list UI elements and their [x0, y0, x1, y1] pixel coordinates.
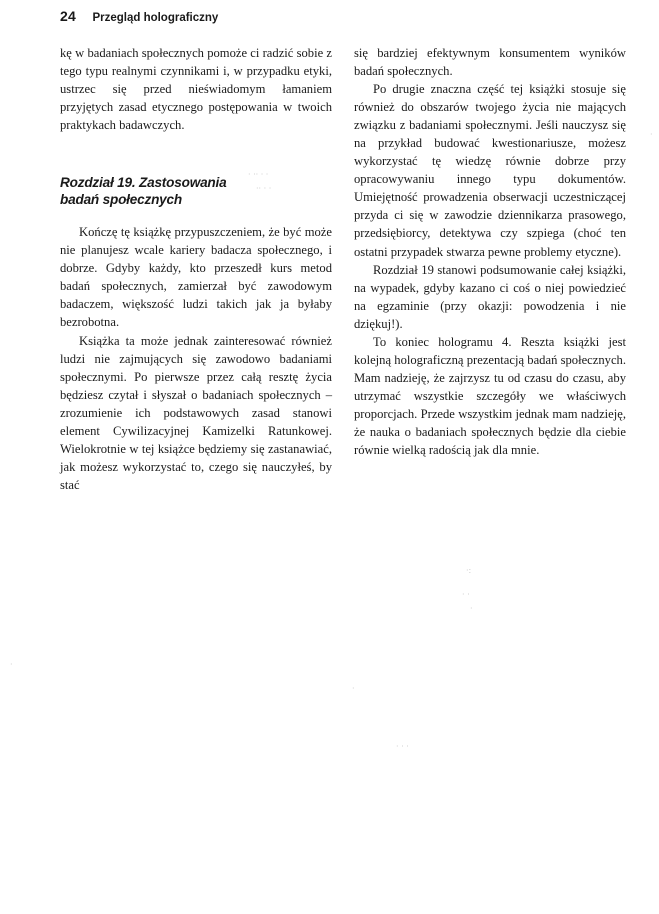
paragraph: To koniec hologramu 4. Reszta książki jest kolejną holograficzną prezentacją badań społecznych. Mam nadzieję, że zajrzysz tu od czasu do czasu, aby utrzymać wszystkie szczegóły we właściwych proporcjach. Przede wszystkim jednak mam nadzieję, że nauka o badaniach społecznych będzie dla ciebie równie wielką radością jak dla mnie. — [354, 334, 626, 458]
scan-noise: · — [10, 660, 13, 669]
left-column — [60, 44, 332, 494]
right-column — [354, 44, 626, 459]
scan-noise: · — [352, 684, 355, 693]
scan-noise: · · · — [396, 742, 409, 751]
paragraph: Kończę tę książkę przypuszczeniem, że być może nie planujesz wcale kariery badacza społecznego, i dobrze. Gdyby każdy, kto przeszedł kurs metod badań społecznych, zamierzał być zawodowym badaczem, większość ludzi takich jak ja byłaby bezrobotna. — [60, 225, 332, 330]
paragraph: Rozdział 19 stanowi podsumowanie całej książki, na wypadek, gdyby kazano ci coś o niej powiedzieć na egzaminie (przy okazji: powodzenia i nie dziękuj!). — [354, 262, 626, 331]
chapter-heading — [60, 174, 332, 208]
chapter-heading-line: badań społecznych — [60, 192, 182, 208]
running-title: Przegląd holograficzny — [92, 12, 219, 24]
scan-noise: ·· · · — [256, 184, 272, 193]
paragraph-continued: kę w badaniach społecznych pomoże ci radzić sobie z tego typu realnymi czynnikami i, w przypadku etyki, ustrzec się przed nieświadomym łamaniem przyjętych zasad etycznego postępowania w twoich praktykach badawczych. — [60, 46, 332, 133]
paragraph: Książka ta może jednak zainteresować również ludzi nie zajmujących się zawodowo badaniami społecznymi. Po pierwsze przez całą resztę życia będziesz czytał i słyszał o badaniach społecznych – zrozumienie ich podstawowych zasad stanowi element Cywilizacyjnej Kamizelki Ratunkowej. Wielokrotnie w tej książce będziemy się zastanawiać, jak możesz wykorzystać to, czego się nauczyłeś, by stać — [60, 333, 332, 492]
page-header — [60, 8, 218, 26]
scan-noise: · · — [462, 590, 470, 599]
scan-noise: ·: — [466, 566, 472, 575]
chapter-heading-line: Rozdział 19. Zastosowania — [60, 175, 227, 191]
scan-noise: · — [470, 604, 473, 613]
paragraph-continued: się bardziej efektywnym konsumentem wyników badań społecznych. — [354, 46, 626, 79]
scan-noise: · ·· · · — [248, 170, 269, 179]
scan-noise: · — [650, 130, 653, 139]
paragraph: Po drugie znaczna część tej książki stosuje się również do obszarów twojego życia nie mających związku z badaniami społecznymi. Jeśli nauczysz się na przykład budować kwestionariusze, możesz wykorzystać tę wiedzę równie dobrze przy opracowywaniu innego typu dokumentów. Umiejętność prowadzenia obserwacji uczestniczącej przyda ci się w zawodzie dziennikarza prasowego, przedsiębiorcy, detektywa czy szpiega (choć ten ostatni przypadek stwarza pewne problemy etyczne). — [354, 82, 626, 259]
page-number: 24 — [60, 8, 76, 24]
